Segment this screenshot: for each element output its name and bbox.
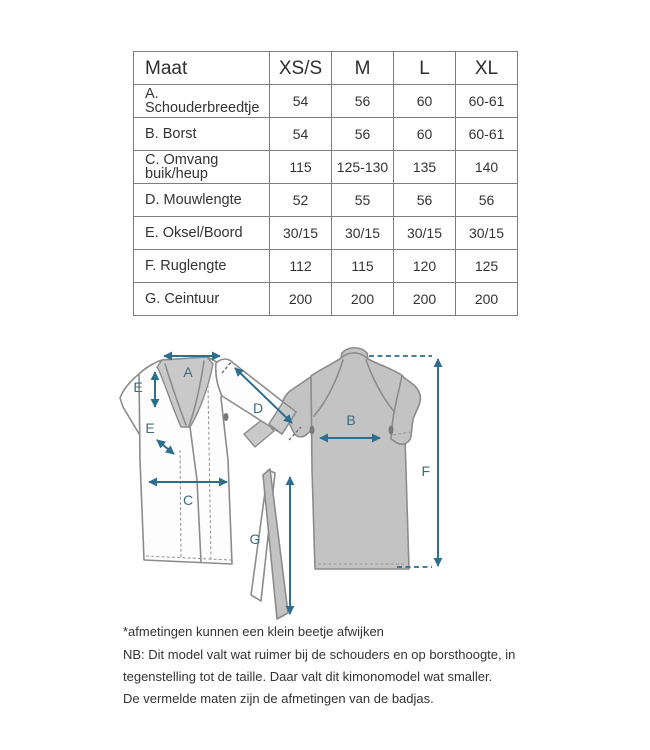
cell-value: 135 xyxy=(394,151,456,184)
measure-label-a: A xyxy=(183,364,193,380)
measurement-diagram xyxy=(100,330,460,630)
cell-value: 200 xyxy=(394,283,456,316)
table-header-row xyxy=(134,52,518,85)
row-label: A. Schouderbreedtje xyxy=(134,85,270,118)
cell-value: 200 xyxy=(270,283,332,316)
measure-label-e-armpit: E xyxy=(133,379,143,395)
cell-value: 56 xyxy=(332,85,394,118)
note-disclaimer: *afmetingen kunnen een klein beetje afwijken xyxy=(123,624,384,639)
cell-value: 200 xyxy=(456,283,518,316)
cell-value: 55 xyxy=(332,184,394,217)
cell-value: 30/15 xyxy=(394,217,456,250)
table-row xyxy=(134,250,518,283)
table-row xyxy=(134,283,518,316)
row-label: G. Ceintuur xyxy=(134,283,270,316)
cell-value: 120 xyxy=(394,250,456,283)
cell-value: 30/15 xyxy=(332,217,394,250)
cell-value: 60-61 xyxy=(456,85,518,118)
cell-value: 60 xyxy=(394,118,456,151)
cell-value: 30/15 xyxy=(270,217,332,250)
measure-label-e-cuff: E xyxy=(145,420,155,436)
table-row xyxy=(134,118,518,151)
measure-label-c: C xyxy=(182,492,194,508)
note-nb-line2: tegenstelling tot de taille. Daar valt dit kimonomodel wat smaller. xyxy=(123,669,493,684)
belt-loop-right xyxy=(389,426,394,435)
table-row xyxy=(134,217,518,250)
cell-value: 200 xyxy=(332,283,394,316)
measure-label-f: F xyxy=(421,463,430,479)
measure-label-d: D xyxy=(252,400,264,416)
cell-value: 140 xyxy=(456,151,518,184)
row-label: F. Ruglengte xyxy=(134,250,270,283)
header-xl: XL xyxy=(456,52,518,85)
cell-value: 56 xyxy=(332,118,394,151)
front-belt-loop xyxy=(224,413,229,421)
row-label: B. Borst xyxy=(134,118,270,151)
header-l: L xyxy=(394,52,456,85)
note-nb-line1: NB: Dit model valt wat ruimer bij de schouders en op borsthoogte, in xyxy=(123,647,516,662)
belt-loop-left xyxy=(310,426,315,435)
table-row xyxy=(134,85,518,118)
cell-value: 112 xyxy=(270,250,332,283)
table-row xyxy=(134,151,518,184)
row-label: E. Oksel/Boord xyxy=(134,217,270,250)
cell-value: 60 xyxy=(394,85,456,118)
cell-value: 54 xyxy=(270,85,332,118)
notes xyxy=(123,621,515,710)
measure-label-g: G xyxy=(249,531,261,547)
cell-value: 54 xyxy=(270,118,332,151)
cell-value: 52 xyxy=(270,184,332,217)
cell-value: 115 xyxy=(270,151,332,184)
cell-value: 125-130 xyxy=(332,151,394,184)
cell-value: 60-61 xyxy=(456,118,518,151)
row-label: D. Mouwlengte xyxy=(134,184,270,217)
header-xss: XS/S xyxy=(270,52,332,85)
back-robe-body xyxy=(311,348,409,569)
row-label: C. Omvang buik/heup xyxy=(134,151,270,184)
header-maat: Maat xyxy=(134,52,270,85)
cell-value: 56 xyxy=(456,184,518,217)
cell-value: 115 xyxy=(332,250,394,283)
size-table xyxy=(133,51,518,316)
cell-value: 30/15 xyxy=(456,217,518,250)
cell-value: 56 xyxy=(394,184,456,217)
header-m: M xyxy=(332,52,394,85)
measure-label-b: B xyxy=(346,412,356,428)
cell-value: 125 xyxy=(456,250,518,283)
table-row xyxy=(134,184,518,217)
note-final: De vermelde maten zijn de afmetingen van de badjas. xyxy=(123,691,434,706)
